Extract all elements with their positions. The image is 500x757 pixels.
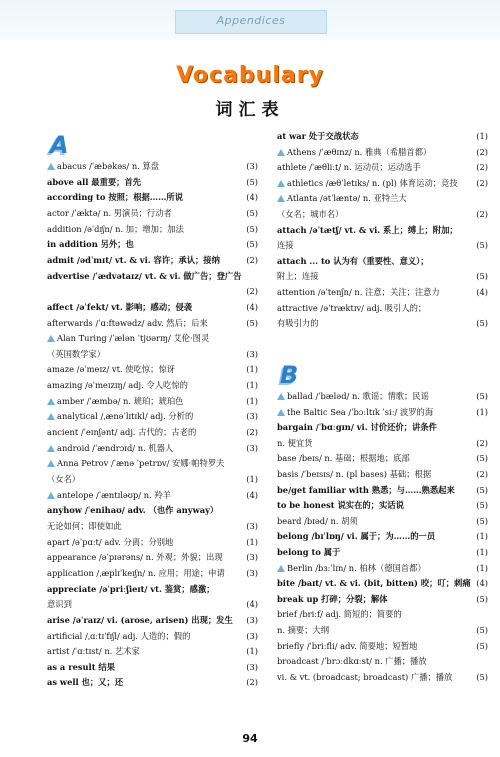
vocab-entry-text: n. 便宜货 [277, 437, 313, 448]
vocab-entry-unit: (5) [476, 484, 488, 495]
vocab-entry-text: appreciate /əˈpriːʃieɪt/ vt. 鉴赏；感激； [47, 583, 215, 594]
triangle-marker-icon [277, 393, 285, 400]
vocab-entry-text: arise /əˈraɪz/ vi. (arose, arisen) 出现；发生 [47, 614, 233, 625]
vocab-entry-text: artificial /ˌɑːtɪˈfɪʃl/ adj. 人造的；假的 [47, 630, 191, 641]
vocab-entry [47, 489, 171, 501]
vocab-entry [47, 270, 241, 282]
vocab-entry-unit: (4) [476, 578, 488, 589]
vocab-entry-text: at war 处于交战状态 [277, 131, 359, 141]
vocab-entry-unit: (2) [476, 437, 488, 448]
vocab-entry-text: amazing /əˈmeɪzɪŋ/ adj. 令人吃惊的 [47, 380, 188, 391]
vocab-entry [47, 363, 175, 375]
triangle-marker-icon [47, 492, 55, 499]
vocab-entry-unit: (3) [246, 630, 258, 641]
vocab-entry [277, 286, 440, 298]
vocab-entry-text: Athens /ˈæθɪnz/ n. 雅典（希腊首都） [287, 146, 432, 157]
vocab-entry-text: 无论如何；即使如此 [47, 520, 122, 531]
vocab-entry-text: ballad /ˈbæləd/ n. 歌谣；情歌；民谣 [287, 391, 429, 401]
vocab-entry-text: beard /bɪəd/ n. 胡须 [277, 515, 358, 526]
vocab-entry-text: addition /əˈdɪʃn/ n. 加；增加；加法 [47, 223, 184, 234]
vocab-entry [277, 317, 319, 329]
vocab-entry-unit: (3) [246, 411, 258, 422]
vocab-entry-unit: (1) [246, 474, 258, 484]
vocab-entry-unit: (1) [246, 380, 258, 391]
vocab-entry-text: android /ˈændrɔɪd/ n. 机器人 [57, 442, 174, 453]
vocab-entry [277, 546, 340, 558]
vocab-entry [277, 161, 421, 173]
vocab-entry-unit: (2) [476, 162, 488, 173]
page-title-english: Vocabulary [176, 63, 324, 88]
vocab-entry [277, 406, 433, 418]
vocab-entry [47, 442, 173, 454]
vocab-entry-text: Atlanta /ətˈlæntə/ n. 亚特兰大 [287, 193, 407, 204]
vocab-entry [47, 332, 209, 344]
vocab-entry [47, 223, 184, 235]
vocab-entry [277, 224, 458, 236]
vocab-entry [277, 593, 388, 605]
vocab-entry-text: briefly /ˈbriːfli/ adv. 简要地；短暂地 [277, 640, 418, 651]
vocab-entry-unit: (5) [246, 223, 258, 234]
vocab-entry-text: （女名） [47, 474, 81, 484]
vocab-entry-unit: (2) [476, 146, 488, 157]
vocab-entry-unit: (4) [246, 489, 258, 500]
vocab-entry-unit: (5) [476, 271, 488, 282]
vocab-entry-unit: (5) [476, 240, 488, 251]
triangle-marker-icon [47, 445, 55, 452]
vocab-entry-unit: (2) [246, 427, 258, 438]
vocab-entry-text: in addition 另外；也 [47, 239, 134, 250]
vocab-entry [277, 562, 426, 574]
triangle-marker-icon [277, 409, 285, 416]
vocab-entry-unit: (5) [246, 317, 258, 328]
vocab-entry-text: bargain /ˈbɑːgɪn/ vi. 讨价还价；讲条件 [277, 422, 437, 433]
vocab-entry-text: （英国数学家） [47, 348, 106, 359]
vocab-entry-text: Alan Turing /ˈælən ˈtjʊərɪŋ/ 艾伦·图灵 [57, 333, 210, 344]
vocab-entry [277, 515, 358, 527]
vocab-entry [47, 661, 115, 673]
vocab-entry-text: amaze /əˈmeɪz/ vt. 使吃惊；惊讶 [47, 364, 175, 375]
vocab-entry-text: Anna Petrov /ˈænə ˈpetrɒv/ 安娜·帕特罗夫 [57, 458, 225, 469]
vocab-entry [47, 676, 123, 688]
section-header-box [175, 10, 327, 34]
triangle-marker-icon [47, 460, 55, 467]
vocab-entry [47, 395, 183, 407]
vocab-entry-text: the Baltic Sea /ˈbɔːltɪk ˈsiː/ 波罗的海 [287, 406, 434, 417]
vocab-entry-unit: (1) [476, 131, 488, 141]
vocab-entry-text: afterwards /ˈɑːftəwədz/ adv. 然后；后来 [47, 317, 208, 328]
vocab-entry-text: attention /əˈtenʃn/ n. 注意；关注；注意力 [277, 287, 440, 297]
vocab-entry [277, 130, 359, 142]
vocab-entry [47, 583, 215, 595]
vocab-entry-text: as well 也；又；还 [47, 677, 124, 688]
triangle-marker-icon [47, 335, 55, 342]
vocab-entry-unit: (5) [246, 176, 258, 187]
vocab-entry-text: ancient /ˈeɪnʃənt/ adj. 古代的；古老的 [47, 427, 197, 438]
vocab-entry [277, 499, 404, 511]
vocab-entry-text: belong to 属于 [277, 547, 341, 557]
vocab-entry-text: as a result 结果 [47, 661, 116, 672]
vocab-entry-text: appearance /əˈpɪərəns/ n. 外观；外貌；出现 [47, 552, 223, 563]
vocab-entry-text: 意识到 [47, 599, 72, 610]
vocab-entry [47, 614, 233, 626]
vocab-entry-unit: (3) [246, 661, 258, 672]
section-letter-a: A [50, 131, 69, 159]
vocab-entry-unit: (2) [476, 209, 488, 219]
vocab-entry-unit: (1) [476, 531, 488, 542]
vocab-entry-text: athletics /æθˈletɪks/ n. (pl) 体育运动；竞技 [287, 177, 458, 188]
vocab-entry-text: antelope /ˈæntɪləʊp/ n. 羚羊 [57, 489, 171, 500]
vocab-entry [277, 421, 437, 433]
vocab-entry-unit: (3) [246, 348, 258, 359]
vocab-entry [277, 177, 458, 189]
vocab-entry-text: anyhow /ˈenihaʊ/ adv. （也作 anyway） [47, 505, 219, 516]
vocab-entry-unit: (1) [476, 547, 488, 557]
vocab-entry-text: apart /əˈpɑːt/ adv. 分离；分别地 [47, 536, 174, 547]
triangle-marker-icon [47, 398, 55, 405]
vocab-entry-text: attractive /əˈtræktɪv/ adj. 吸引人的； [277, 302, 427, 313]
vocab-entry [47, 238, 134, 250]
vocab-entry [277, 624, 329, 636]
triangle-marker-icon [277, 565, 285, 572]
vocab-entry-unit: (1) [246, 395, 258, 406]
vocab-entry-text: （女名；城市名） [277, 209, 344, 219]
vocab-entry-unit: (5) [476, 671, 488, 682]
vocab-entry-text: advertise /ˈædvətaɪz/ vt. & vi. 做广告；登广告 [47, 270, 242, 281]
vocab-entry-text: 有吸引力的 [277, 318, 319, 329]
vocab-entry-text: Berlin /bɜːˈlɪn/ n. 柏林（德国首都） [287, 562, 426, 573]
vocab-entry [47, 254, 220, 266]
vocab-entry-text: above all 最重要；首先 [47, 176, 142, 187]
vocab-entry [277, 671, 452, 683]
vocab-entry [47, 379, 188, 391]
vocab-entry-text: attach /əˈtætʃ/ vt. & vi. 系上；缚上；附加； [277, 224, 458, 235]
vocab-entry-unit: (5) [476, 453, 488, 464]
vocab-entry-unit: (3) [246, 614, 258, 625]
vocab-entry-unit: (2) [246, 677, 258, 688]
vocab-entry [47, 567, 225, 579]
vocab-entry-unit: (3) [246, 161, 258, 171]
vocab-entry [277, 640, 417, 652]
triangle-marker-icon [47, 163, 55, 170]
vocab-entry-text: actor /ˈæktə/ n. 男演员；行动者 [47, 207, 172, 218]
vocab-entry-unit: (5) [476, 318, 488, 329]
vocab-entry [47, 207, 172, 219]
vocab-entry [47, 520, 122, 532]
vocab-entry-unit: (2) [246, 286, 258, 297]
vocab-entry-unit: (4) [246, 599, 258, 610]
vocab-entry-unit: (4) [246, 192, 258, 203]
vocab-entry-text: artist /ˈɑːtɪst/ n. 艺术家 [47, 646, 140, 657]
vocab-entry-unit: (3) [246, 567, 258, 578]
vocab-entry [47, 348, 105, 360]
vocab-entry [277, 239, 294, 251]
vocab-entry [47, 410, 193, 422]
vocab-entry [277, 270, 319, 282]
section-header-label: Appendices [216, 14, 286, 27]
vocab-entry-text: amber /ˈæmbə/ n. 琥珀；琥珀色 [57, 395, 184, 406]
vocab-entry [47, 504, 218, 516]
triangle-marker-icon [277, 149, 285, 156]
vocab-entry-text: basis /ˈbeɪsɪs/ n. (pl bases) 基础；根据 [277, 469, 432, 479]
vocab-entry-text: admit /ədˈmɪt/ vt. & vi. 容许；承认；接纳 [47, 254, 220, 265]
vocab-entry-text: abacus /ˈæbəkəs/ n. 算盘 [57, 161, 160, 171]
vocab-entry-unit: (5) [476, 640, 488, 651]
triangle-marker-icon [47, 413, 55, 420]
vocab-entry-unit: (2) [246, 254, 258, 265]
vocab-entry-text: break up 打碎；分裂；解体 [277, 593, 388, 604]
page-number: 94 [242, 732, 258, 745]
vocab-entry [47, 301, 192, 313]
vocab-entry-unit: (3) [246, 520, 258, 531]
vocab-entry [277, 146, 431, 158]
vocab-entry [47, 426, 196, 438]
vocab-entry-text: vi. & vt. (broadcast; broadcast) 广播；播放 [277, 671, 453, 682]
triangle-marker-icon [277, 195, 285, 202]
vocab-entry [277, 484, 455, 496]
header-band [0, 0, 500, 40]
vocab-entry [277, 437, 313, 449]
vocab-entry [47, 317, 208, 329]
vocab-entry-unit: (1) [476, 562, 488, 573]
vocab-entry-unit: (5) [476, 515, 488, 526]
vocab-entry [47, 160, 159, 172]
vocab-entry [277, 577, 471, 589]
vocab-entry [47, 630, 190, 642]
vocab-entry-text: athlete /ˈæθliːt/ n. 运动员；运动选手 [277, 162, 421, 173]
vocab-entry [47, 473, 80, 485]
vocab-entry-text: to be honest 说实在的；实话说 [277, 500, 404, 511]
vocab-entry-text: base /beɪs/ n. 基础；根据地；底部 [277, 453, 410, 464]
vocab-entry-text: belong /bɪˈlɒŋ/ vi. 属于；为……的一员 [277, 531, 436, 542]
section-letter-b: B [280, 361, 299, 389]
vocab-entry [47, 645, 140, 657]
vocab-entry-text: application /ˌæplɪˈkeɪʃn/ n. 应用；用途；申请 [47, 567, 225, 578]
vocab-entry-text: brief /briːf/ adj. 简短的；简要的 [277, 609, 402, 620]
vocab-entry [277, 608, 402, 620]
vocab-entry [277, 468, 431, 480]
vocab-entry-unit: (2) [476, 177, 488, 188]
vocab-entry-unit: (3) [246, 552, 258, 563]
vocab-entry [277, 530, 435, 542]
vocab-entry-text: according to 按照；根据……所说 [47, 192, 183, 203]
triangle-marker-icon [277, 180, 285, 187]
page-title-chinese: 词汇表 [215, 100, 285, 120]
vocab-entry-unit: (5) [476, 500, 488, 511]
vocab-entry-unit: (1) [246, 364, 258, 375]
vocab-entry-text: bite /baɪt/ vt. & vi. (bit, bitten) 咬；叮；刺痛 [277, 578, 471, 589]
vocab-entry [47, 176, 141, 188]
vocab-entry [277, 255, 429, 267]
vocab-entry-unit: (4) [246, 301, 258, 312]
vocab-entry-unit: (3) [246, 442, 258, 453]
vocab-entry [277, 302, 426, 314]
vocab-entry-text: analytical /ˌænəˈlɪtɪkl/ adj. 分析的 [57, 411, 194, 422]
vocab-entry [47, 191, 183, 203]
vocab-entry-text: broadcast /ˈbrɔːdkɑːst/ n. 广播；播放 [277, 656, 427, 667]
vocab-entry-unit: (5) [476, 391, 488, 401]
vocab-entry [47, 598, 72, 610]
vocab-entry-unit: (5) [476, 625, 488, 635]
vocab-entry [277, 192, 407, 204]
vocab-entry [47, 536, 173, 548]
vocab-entry-unit: (5) [476, 593, 488, 604]
vocab-entry [277, 655, 427, 667]
vocab-entry-unit: (2) [476, 469, 488, 479]
vocab-entry-unit: (4) [476, 287, 488, 297]
vocab-entry-unit: (1) [476, 406, 488, 417]
vocab-entry-text: 连接 [277, 240, 294, 251]
vocab-entry [47, 551, 223, 563]
vocab-entry-text: be/get familiar with 熟悉；与……熟悉起来 [277, 484, 455, 495]
vocab-entry [47, 457, 224, 469]
vocab-entry [277, 452, 410, 464]
vocab-entry-text: 附上；连接 [277, 271, 319, 282]
vocab-entry-unit: (1) [246, 646, 258, 657]
vocab-entry [277, 390, 429, 402]
vocab-entry-text: attach ... to 认为有（重要性、意义）； [277, 255, 429, 266]
vocab-entry-text: affect /əˈfekt/ vt. 影响；感动；侵袭 [47, 301, 193, 312]
vocab-entry-unit: (5) [246, 239, 258, 250]
vocab-entry-unit: (5) [246, 207, 258, 218]
vocab-entry-unit: (1) [246, 536, 258, 547]
vocab-entry-text: n. 摘要；大纲 [277, 625, 330, 635]
vocab-entry [277, 208, 343, 220]
